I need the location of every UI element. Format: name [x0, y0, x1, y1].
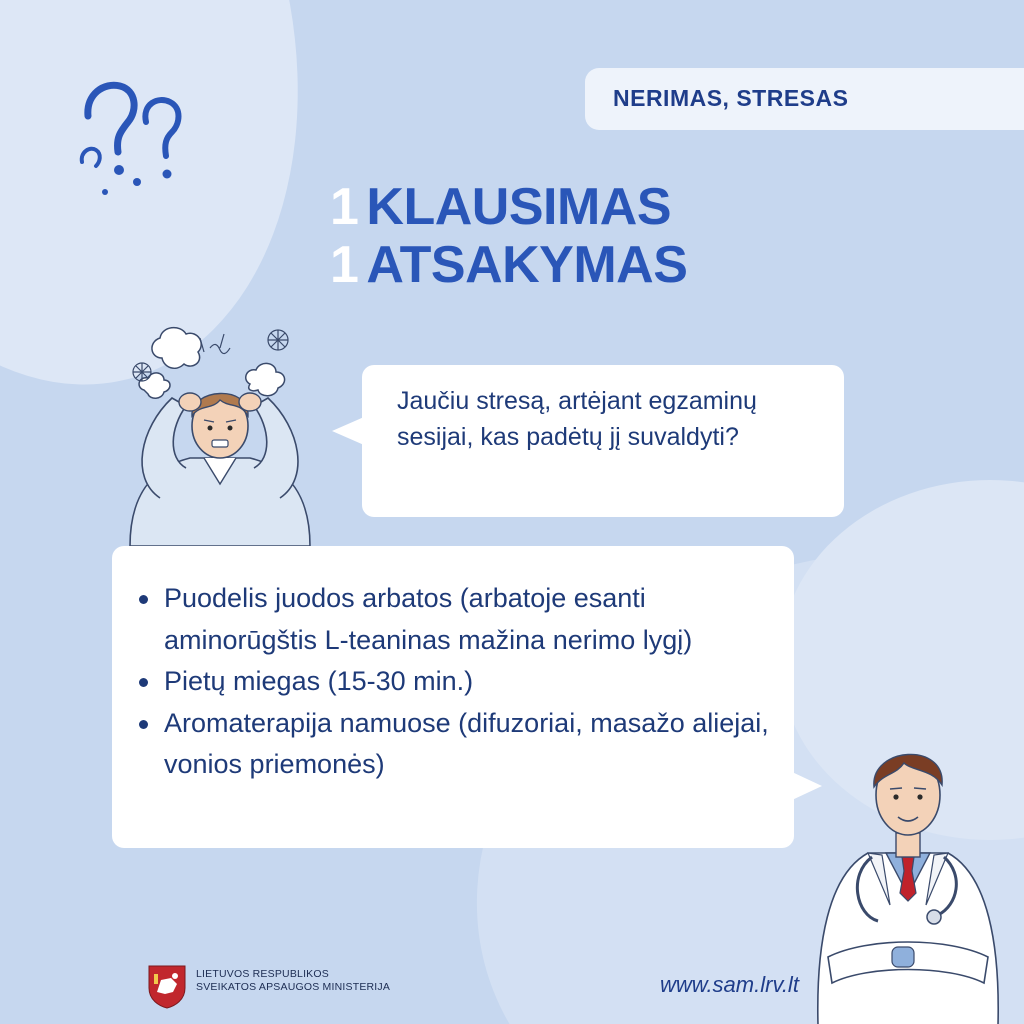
question-bubble [362, 365, 844, 517]
bubble-tail [332, 417, 364, 445]
coat-of-arms-icon [145, 962, 189, 1010]
question-text: Jaučiu stresą, artėjant egzaminų sesijai, kas padėtų jį suvaldyti? [397, 387, 757, 451]
title-line-2 [330, 236, 687, 294]
website-link[interactable]: www.sam.lrv.lt [660, 972, 799, 997]
answer-item-text: Aromaterapija namuose (difuzoriai, masažo aliejai, vonios priemonės) [164, 707, 769, 779]
bullet-icon [139, 720, 148, 729]
answer-item-text: Puodelis juodos arbatos (arbatoje esanti aminorūgštis L-teaninas mažina nerimo lygį) [164, 583, 693, 655]
page-title [330, 178, 687, 294]
answer-item [164, 578, 774, 661]
doctor-illustration [808, 725, 1008, 1024]
ministry-name-line-1: LIETUVOS RESPUBLIKOS [196, 968, 329, 980]
title-line-1 [330, 178, 687, 236]
answer-item-text: Pietų miegas (15-30 min.) [164, 666, 474, 696]
answer-list [162, 578, 774, 786]
topic-tag [585, 68, 1024, 130]
title-word-2: ATSAKYMAS [366, 236, 688, 294]
stressed-person-illustration [100, 318, 340, 548]
answer-item [164, 703, 774, 786]
question-marks-icon [72, 72, 202, 202]
ministry-name [196, 968, 390, 993]
topic-tag-label: NERIMAS, STRESAS [613, 85, 849, 111]
bullet-icon [139, 595, 148, 604]
ministry-name-line-2: SVEIKATOS APSAUGOS MINISTERIJA [196, 980, 391, 993]
title-number-1: 1 [330, 178, 359, 236]
answer-box [112, 546, 794, 848]
title-word-1: KLAUSIMAS [366, 178, 672, 236]
answer-item [164, 661, 774, 703]
title-number-2: 1 [330, 236, 359, 294]
bullet-icon [139, 678, 148, 687]
